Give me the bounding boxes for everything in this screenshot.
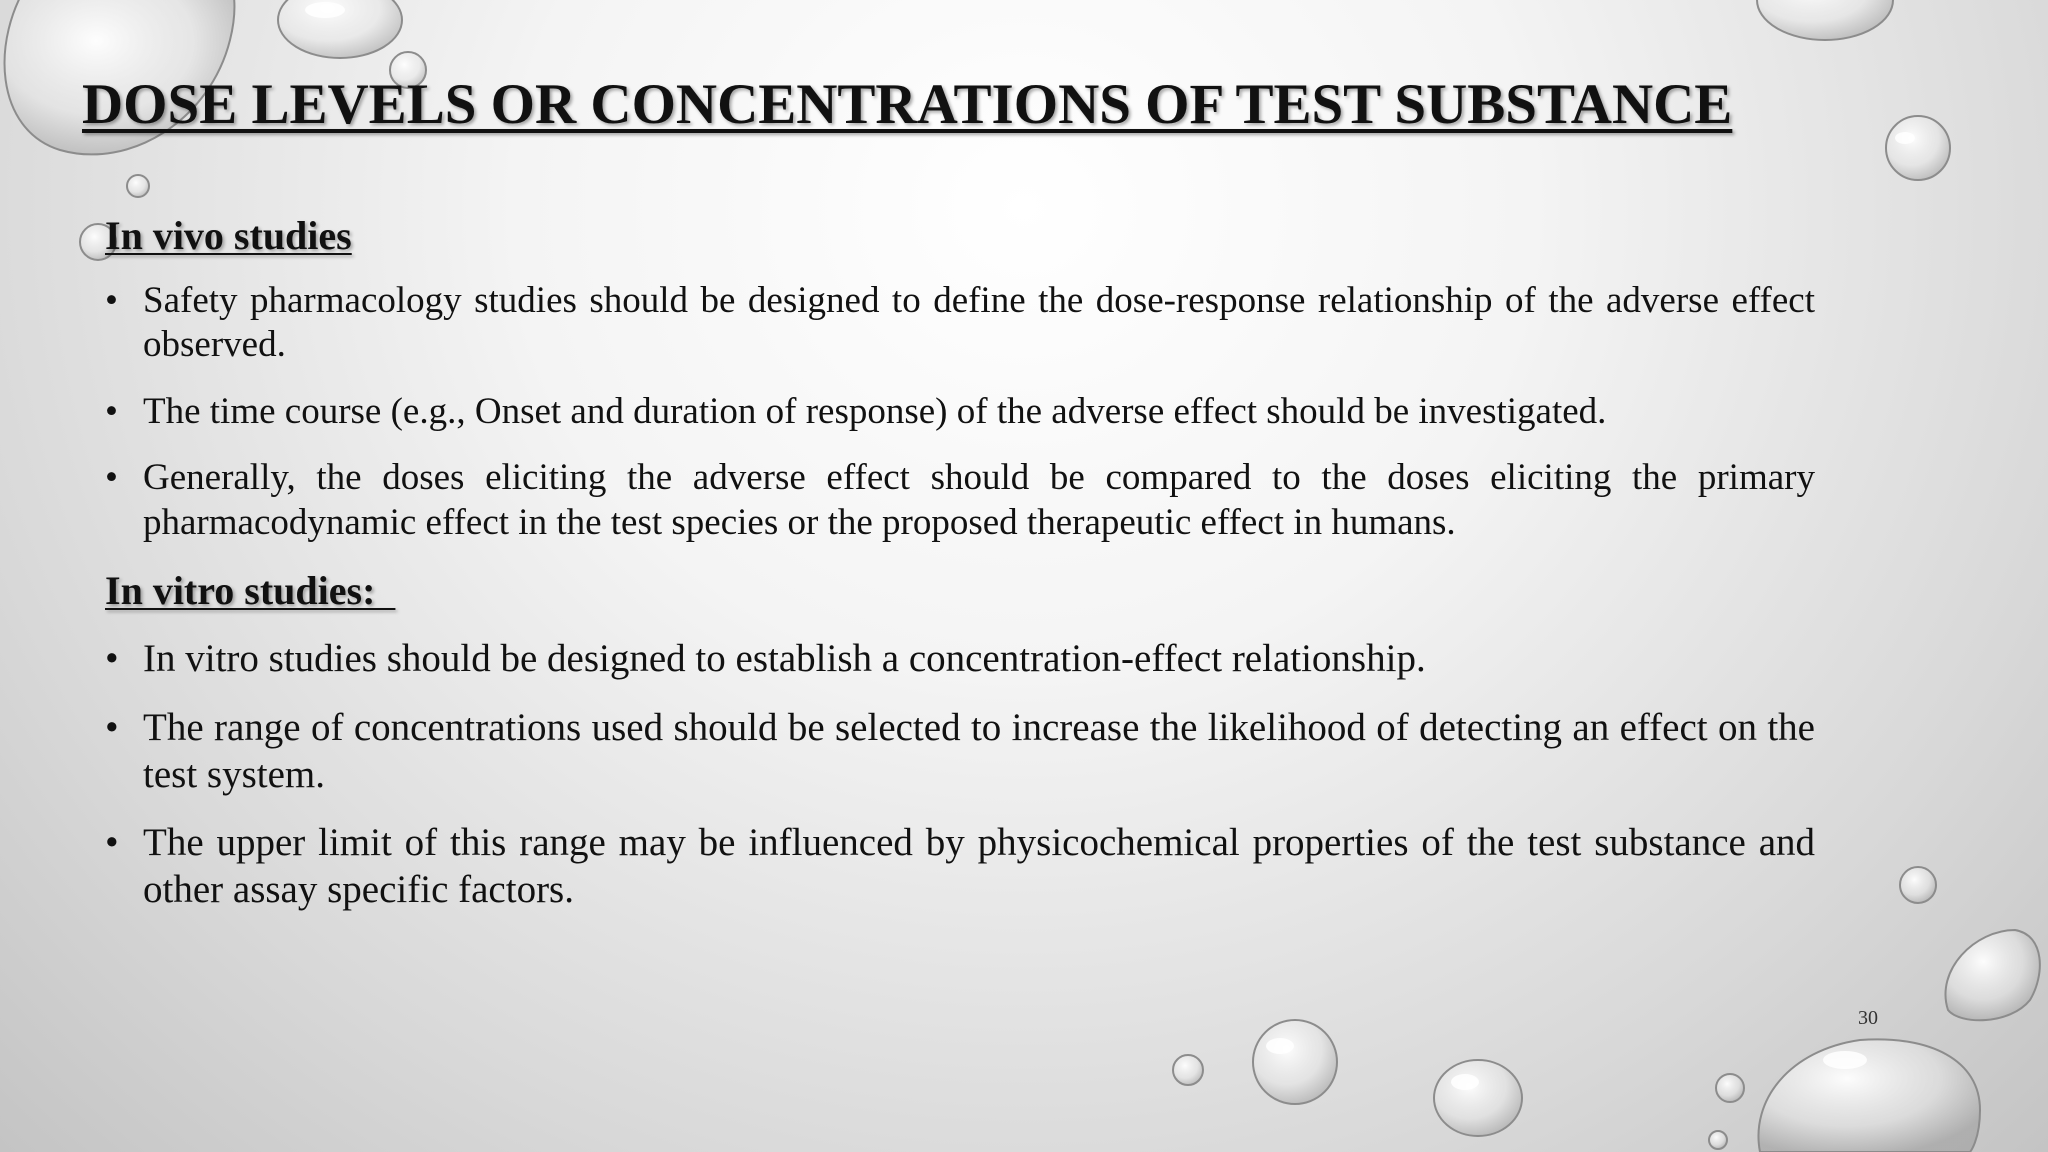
drop-tiny-near-title <box>127 175 149 197</box>
drop-bottom-small <box>1173 1055 1203 1085</box>
in-vitro-bullet-list <box>105 636 1815 914</box>
bullet-text: The time course (e.g., Onset and duration of response) of the adverse effect should be investigated. <box>143 390 1607 432</box>
in-vivo-bullet-list <box>105 279 1815 545</box>
drop-top-right <box>1757 0 1893 40</box>
list-item <box>105 705 1815 799</box>
drop-bottom-right-large <box>1758 1039 1980 1152</box>
bullet-icon: • <box>105 705 119 749</box>
drop-right-upper <box>1886 116 1950 180</box>
bullet-text: In vitro studies should be designed to establish a concentration-effect relationship. <box>143 636 1426 680</box>
drop-right-lower <box>1946 930 2040 1020</box>
list-item <box>105 390 1815 434</box>
drop-bottom-right-small <box>1709 1131 1727 1149</box>
list-item <box>105 820 1815 914</box>
bullet-icon: • <box>105 457 118 499</box>
bullet-text: Safety pharmacology studies should be designed to define the dose-response relationship of the adverse effect observed. <box>143 280 1815 366</box>
bullet-text: Generally, the doses eliciting the adverse effect should be compared to the doses eliciting the primary pharmacodynamic effect in the test species or the proposed therapeutic effect in humans. <box>143 457 1815 543</box>
bullet-text: The range of concentrations used should be selected to increase the likelihood of detecting an effect on the test system. <box>143 705 1815 796</box>
section-heading-in-vivo: In vivo studies <box>105 213 352 258</box>
list-item <box>105 636 1815 683</box>
slide-title: DOSE LEVELS OR CONCENTRATIONS OF TEST SUBSTANCE <box>82 73 1733 136</box>
drop-bottom-large <box>1434 1060 1522 1136</box>
section-heading-in-vitro: In vitro studies: <box>105 567 396 613</box>
bullet-text: The upper limit of this range may be influenced by physicochemical properties of the test substance and other assay specific factors. <box>143 821 1815 912</box>
drop-right-middle <box>1900 867 1936 903</box>
bullet-icon: • <box>105 636 119 680</box>
list-item <box>105 456 1815 545</box>
drop-bottom-medium <box>1253 1020 1337 1104</box>
slide-content <box>105 212 1815 936</box>
bullet-icon: • <box>105 280 118 321</box>
list-item <box>105 279 1815 368</box>
page-number: 30 <box>1858 1007 1878 1029</box>
drop-bottom-right-tiny <box>1716 1074 1744 1102</box>
bullet-icon: • <box>105 821 119 865</box>
bullet-icon: • <box>105 390 118 432</box>
